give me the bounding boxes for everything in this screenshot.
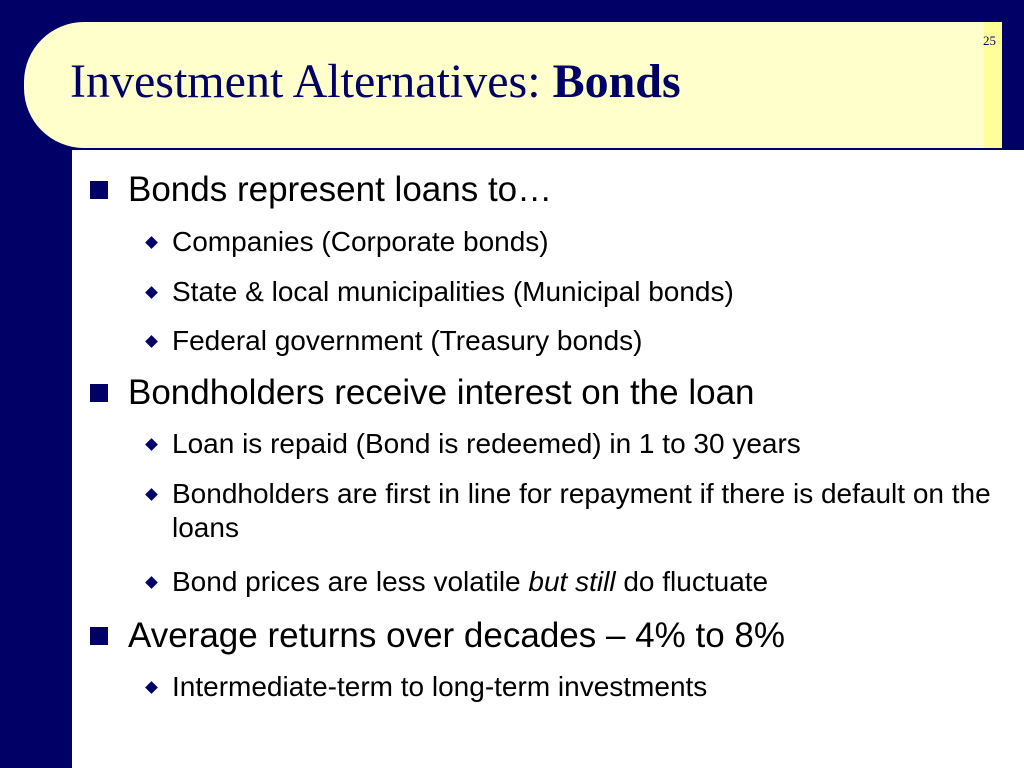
square-bullet-icon: [90, 181, 108, 199]
bullet-item: Average returns over decades – 4% to 8%: [128, 616, 785, 655]
slide-number: 25: [983, 33, 996, 48]
sub-bullet-text: do fluctuate: [615, 566, 769, 597]
sub-bullet-item: Loan is repaid (Bond is redeemed) in 1 to 30 years: [172, 428, 801, 459]
sub-bullet-italic-text: but still: [528, 566, 616, 597]
title-bold: Bonds: [552, 55, 681, 108]
sub-bullet-item: Intermediate-term to long-term investments: [172, 671, 708, 702]
sub-bullet-text: Bond prices are less volatile: [172, 566, 529, 597]
title-regular: Investment Alternatives:: [70, 55, 553, 108]
square-bullet-icon: [90, 627, 108, 645]
square-bullet-icon: [90, 384, 108, 402]
sub-bullet-item: Companies (Corporate bonds): [172, 226, 549, 257]
sub-bullet-item: Bondholders are first in line for repayment if there is default on the loans: [172, 478, 991, 543]
bullet-item: Bondholders receive interest on the loan: [128, 373, 755, 412]
right-border-band: [1003, 0, 1024, 150]
sub-bullet-item: [172, 565, 768, 599]
bullet-item: Bonds represent loans to…: [128, 170, 553, 209]
slide-title: [70, 55, 681, 108]
sub-bullet-item: State & local municipalities (Municipal bonds): [172, 276, 734, 307]
sub-bullet-item: Federal government (Treasury bonds): [172, 325, 643, 356]
